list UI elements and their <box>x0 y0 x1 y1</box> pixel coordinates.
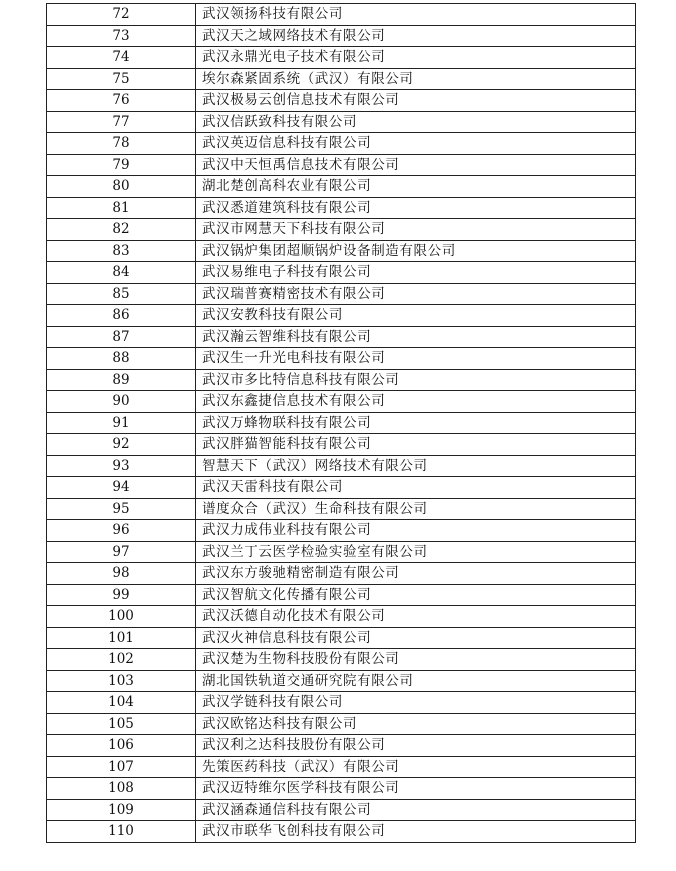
table-row <box>47 305 636 327</box>
row-number-cell: 103 <box>47 670 196 692</box>
company-name-cell: 武汉楚为生物科技股份有限公司 <box>196 649 636 671</box>
table-row <box>47 326 636 348</box>
row-number-cell: 86 <box>47 305 196 327</box>
row-number-cell: 102 <box>47 649 196 671</box>
company-name-cell: 武汉火神信息科技有限公司 <box>196 627 636 649</box>
row-number-cell: 82 <box>47 219 196 241</box>
table-row <box>47 434 636 456</box>
table-row <box>47 369 636 391</box>
row-number-cell: 110 <box>47 821 196 843</box>
company-name-cell: 武汉学链科技有限公司 <box>196 692 636 714</box>
row-number-cell: 74 <box>47 47 196 69</box>
company-name-cell: 武汉锅炉集团超顺锅炉设备制造有限公司 <box>196 240 636 262</box>
table-row <box>47 412 636 434</box>
company-name-cell: 先策医药科技（武汉）有限公司 <box>196 756 636 778</box>
table-body <box>47 4 636 843</box>
company-name-cell: 武汉市联华飞创科技有限公司 <box>196 821 636 843</box>
row-number-cell: 73 <box>47 25 196 47</box>
table-row <box>47 47 636 69</box>
company-name-cell: 武汉信跃致科技有限公司 <box>196 111 636 133</box>
company-name-cell: 武汉沃德自动化技术有限公司 <box>196 606 636 628</box>
row-number-cell: 72 <box>47 4 196 26</box>
table-row <box>47 68 636 90</box>
table-row <box>47 154 636 176</box>
table-row <box>47 240 636 262</box>
row-number-cell: 94 <box>47 477 196 499</box>
company-name-cell: 武汉力成伟业科技有限公司 <box>196 520 636 542</box>
company-name-cell: 武汉英迈信息科技有限公司 <box>196 133 636 155</box>
company-name-cell: 谱度众合（武汉）生命科技有限公司 <box>196 498 636 520</box>
table-row <box>47 821 636 843</box>
company-name-cell: 武汉生一升光电科技有限公司 <box>196 348 636 370</box>
company-name-cell: 湖北楚创高科农业有限公司 <box>196 176 636 198</box>
company-name-cell: 武汉市多比特信息科技有限公司 <box>196 369 636 391</box>
row-number-cell: 92 <box>47 434 196 456</box>
company-name-cell: 武汉天之域网络技术有限公司 <box>196 25 636 47</box>
table-row <box>47 25 636 47</box>
table-row <box>47 90 636 112</box>
row-number-cell: 76 <box>47 90 196 112</box>
row-number-cell: 93 <box>47 455 196 477</box>
row-number-cell: 78 <box>47 133 196 155</box>
company-name-cell: 湖北国铁轨道交通研究院有限公司 <box>196 670 636 692</box>
company-name-cell: 武汉东方骏驰精密制造有限公司 <box>196 563 636 585</box>
company-name-cell: 武汉安教科技有限公司 <box>196 305 636 327</box>
table-row <box>47 455 636 477</box>
company-name-cell: 武汉兰丁云医学检验实验室有限公司 <box>196 541 636 563</box>
company-name-cell: 武汉市网慧天下科技有限公司 <box>196 219 636 241</box>
row-number-cell: 81 <box>47 197 196 219</box>
company-name-cell: 武汉东鑫捷信息技术有限公司 <box>196 391 636 413</box>
table-row <box>47 563 636 585</box>
row-number-cell: 107 <box>47 756 196 778</box>
table-row <box>47 649 636 671</box>
row-number-cell: 80 <box>47 176 196 198</box>
table-row <box>47 584 636 606</box>
row-number-cell: 106 <box>47 735 196 757</box>
company-name-cell: 武汉悉道建筑科技有限公司 <box>196 197 636 219</box>
company-name-cell: 埃尔森紧固系统（武汉）有限公司 <box>196 68 636 90</box>
company-name-cell: 武汉利之达科技股份有限公司 <box>196 735 636 757</box>
row-number-cell: 105 <box>47 713 196 735</box>
table-row <box>47 735 636 757</box>
table-row <box>47 283 636 305</box>
company-name-cell: 武汉迈特维尔医学科技有限公司 <box>196 778 636 800</box>
company-name-cell: 武汉智航文化传播有限公司 <box>196 584 636 606</box>
table-row <box>47 498 636 520</box>
row-number-cell: 84 <box>47 262 196 284</box>
table-row <box>47 111 636 133</box>
table-row <box>47 799 636 821</box>
table-row <box>47 4 636 26</box>
table-row <box>47 176 636 198</box>
company-name-cell: 武汉天雷科技有限公司 <box>196 477 636 499</box>
row-number-cell: 104 <box>47 692 196 714</box>
company-name-cell: 武汉领扬科技有限公司 <box>196 4 636 26</box>
company-name-cell: 智慧天下（武汉）网络技术有限公司 <box>196 455 636 477</box>
row-number-cell: 77 <box>47 111 196 133</box>
table-row <box>47 713 636 735</box>
row-number-cell: 99 <box>47 584 196 606</box>
company-name-cell: 武汉万蜂物联科技有限公司 <box>196 412 636 434</box>
table-row <box>47 520 636 542</box>
row-number-cell: 100 <box>47 606 196 628</box>
company-name-cell: 武汉易维电子科技有限公司 <box>196 262 636 284</box>
company-name-cell: 武汉瀚云智维科技有限公司 <box>196 326 636 348</box>
row-number-cell: 95 <box>47 498 196 520</box>
table-row <box>47 262 636 284</box>
row-number-cell: 87 <box>47 326 196 348</box>
row-number-cell: 98 <box>47 563 196 585</box>
company-list-table <box>46 3 636 843</box>
company-name-cell: 武汉瑞普赛精密技术有限公司 <box>196 283 636 305</box>
row-number-cell: 109 <box>47 799 196 821</box>
row-number-cell: 108 <box>47 778 196 800</box>
table-row <box>47 219 636 241</box>
row-number-cell: 83 <box>47 240 196 262</box>
table-row <box>47 348 636 370</box>
table-row <box>47 778 636 800</box>
table-row <box>47 670 636 692</box>
company-name-cell: 武汉胖猫智能科技有限公司 <box>196 434 636 456</box>
table-row <box>47 197 636 219</box>
table-row <box>47 756 636 778</box>
company-name-cell: 武汉永鼎光电子技术有限公司 <box>196 47 636 69</box>
row-number-cell: 90 <box>47 391 196 413</box>
table-row <box>47 692 636 714</box>
company-name-cell: 武汉涵森通信科技有限公司 <box>196 799 636 821</box>
row-number-cell: 88 <box>47 348 196 370</box>
row-number-cell: 96 <box>47 520 196 542</box>
row-number-cell: 79 <box>47 154 196 176</box>
table-row <box>47 627 636 649</box>
table-row <box>47 133 636 155</box>
row-number-cell: 89 <box>47 369 196 391</box>
table-row <box>47 606 636 628</box>
company-name-cell: 武汉中天恒禹信息技术有限公司 <box>196 154 636 176</box>
row-number-cell: 101 <box>47 627 196 649</box>
company-name-cell: 武汉极易云创信息技术有限公司 <box>196 90 636 112</box>
table-row <box>47 391 636 413</box>
company-name-cell: 武汉欧铭达科技有限公司 <box>196 713 636 735</box>
row-number-cell: 85 <box>47 283 196 305</box>
row-number-cell: 97 <box>47 541 196 563</box>
row-number-cell: 91 <box>47 412 196 434</box>
row-number-cell: 75 <box>47 68 196 90</box>
table-row <box>47 541 636 563</box>
table-row <box>47 477 636 499</box>
